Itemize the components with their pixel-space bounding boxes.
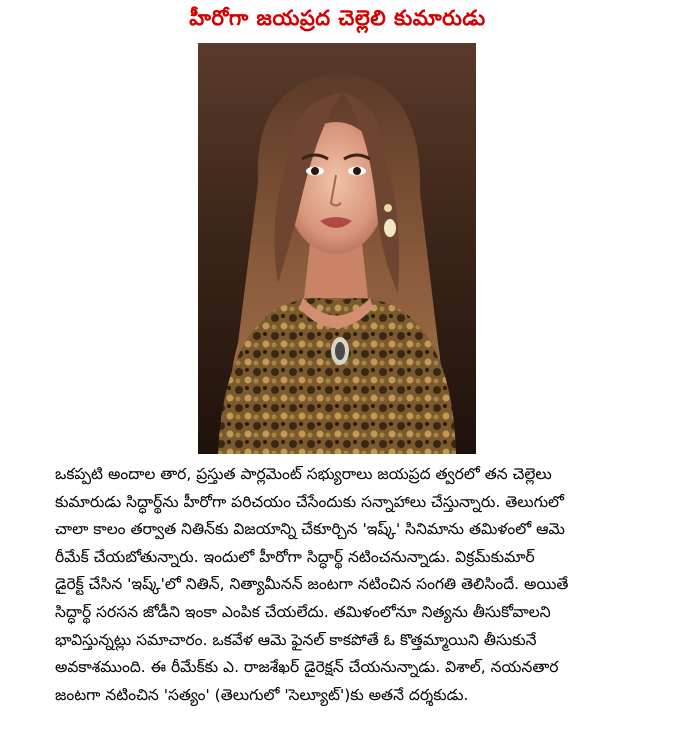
article-line: రీమేక్ చేయబోతున్నారు. ఇందులో హీరోగా సిద్ధార్థ్ నటించనున్నాడు. విక్రమ్‌కుమార్ bbox=[55, 547, 535, 566]
article-line: అవకాశముంది. ఈ రీమేక్‌కు ఎ. రాజశేఖర్ డైరెక్షన్ చేయనున్నాడు. విశాల్, నయనతార bbox=[55, 658, 559, 677]
article-line: జంటగా నటించిన 'సత్యం' (తెలుగులో 'సెల్యూట్')కు అతనే దర్శకుడు. bbox=[55, 685, 469, 704]
article-line: భావిస్తున్నట్లు సమాచారం. ఒకవేళ ఆమె ఫైనల్ కాకపోతే ఓ కొత్తమ్మాయిని తీసుకునే bbox=[55, 630, 537, 649]
article-line: చాలా కాలం తర్వాత నితిన్‌కు విజయాన్ని చేకూర్చిన 'ఇష్క్' సినిమాను తమిళంలో ఆమె bbox=[55, 520, 565, 539]
article-line: ఒకప్పటి అందాల తార, ప్రస్తుత పార్లమెంట్ సభ్యురాలు జయప్రద త్వరలో తన చెల్లెలు bbox=[55, 465, 552, 483]
headline: హీరోగా జయప్రద చెల్లెలి కుమారుడు bbox=[189, 6, 486, 30]
article-line: డైరెక్ట్ చేసిన 'ఇష్క్'లో నితిన్, నిత్యామీనన్ జంటగా నటించిన సంగతి తెలిసిందే. అయితే bbox=[55, 575, 569, 594]
article-body bbox=[55, 461, 647, 709]
article-line: కుమారుడు సిద్ధార్థ్‌ను హీరోగా పరిచయం చేసేందుకు సన్నాహాలు చేస్తున్నారు. తెలుగులో bbox=[55, 492, 565, 511]
portrait-photo bbox=[198, 43, 476, 454]
article-line: సిద్ధార్థ్ సరసన జోడీని ఇంకా ఎంపిక చేయలేదు. తమిళంలోనూ నిత్యను తీసుకోవాలని bbox=[55, 602, 551, 621]
